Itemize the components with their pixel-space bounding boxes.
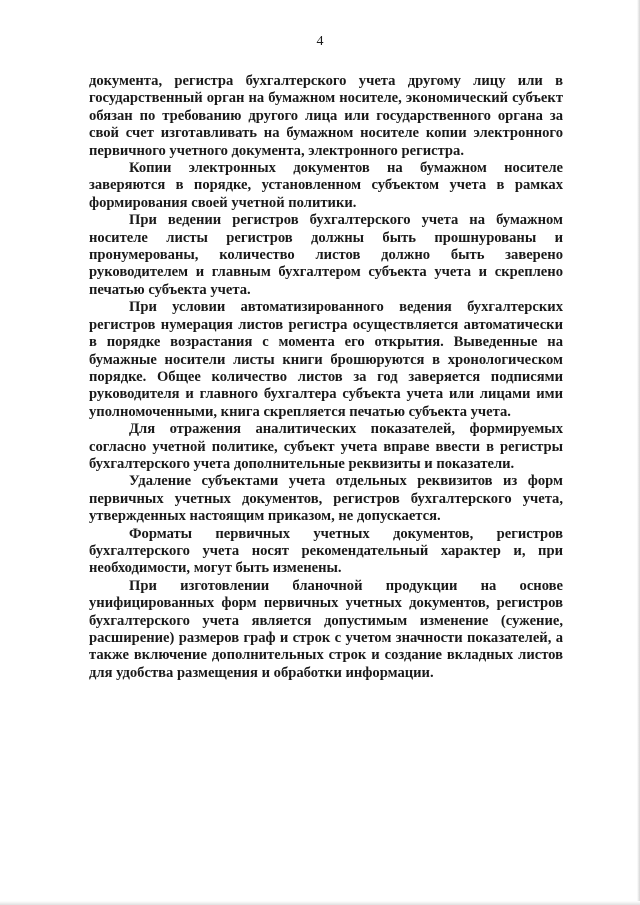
paragraph-removal-prohibited: Удаление субъектами учета отдельных реквизитов из форм первичных учетных документов, регистров бухгалтерского учета, утвержденных настоящим приказом, не допускается. (89, 473, 563, 525)
paragraph-copies-certification: Копии электронных документов на бумажном носителе заверяются в порядке, установленном субъектом учета в рамках формирования своей учетной политики. (89, 160, 563, 211)
page-bottom-shadow (0, 901, 640, 905)
document-body (89, 73, 563, 682)
paragraph-continuation: документа, регистра бухгалтерского учета другому лицу или в государственный орган на бумажном носителе, экономический субъект обязан по требованию другого лица или государственного органа за свой счет изготавливать на бумажном носителе копии электронного первичного учетного документа, электронного регистра. (89, 73, 563, 159)
paragraph-paper-registers: При ведении регистров бухгалтерского учета на бумажном носителе листы регистров должны быть прошнурованы и пронумерованы, количество листов должно быть заверено руководителем и главным бухгалтером субъекта учета и скреплено печатью субъекта учета. (89, 212, 563, 298)
paragraph-formats-recommended: Форматы первичных учетных документов, регистров бухгалтерского учета носят рекомендательный характер и, при необходимости, могут быть изменены. (89, 525, 563, 577)
paragraph-analytical-indicators: Для отражения аналитических показателей, формируемых согласно учетной политике, субъект учета вправе ввести в регистры бухгалтерского учета дополнительные реквизиты и показатели. (89, 421, 563, 472)
paragraph-automated-registers: При условии автоматизированного ведения бухгалтерских регистров нумерация листов регистра осуществляется автоматически в порядке возрастания с момента его открытия. Выведенные на бумажные носители листы книги брошюруются в хронологическом порядке. Общее количество листов за год заверяется подписями руководителя и главного бухгалтера субъекта учета или лицами ими уполномоченными, книга скрепляется печатью субъекта учета. (89, 299, 563, 420)
paragraph-form-production: При изготовлении бланочной продукции на основе унифицированных форм первичных учетных документов, регистров бухгалтерского учета является допустимым изменение (сужение, расширение) размеров граф и строк с учетом значности показателей, а также включение дополнительных строк и создание вкладных листов для удобства размещения и обработки информации. (89, 577, 563, 681)
page-number: 4 (316, 34, 324, 49)
